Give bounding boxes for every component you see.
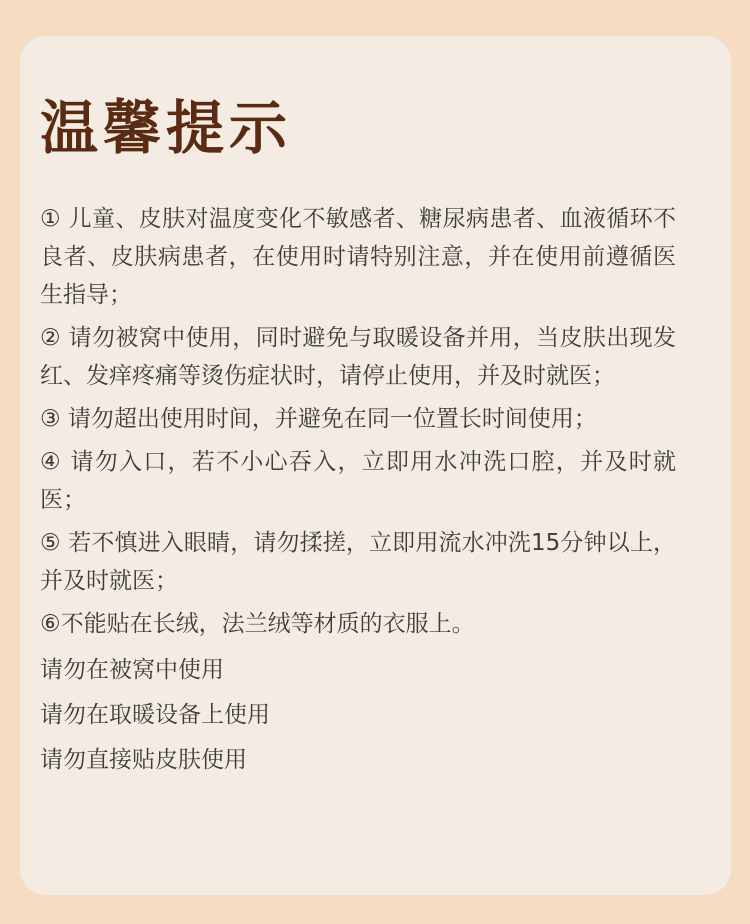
notice-content xyxy=(40,200,676,783)
tip-item-2: ② 请勿被窝中使用，同时避免与取暖设备并用，当皮肤出现发红、发痒疼痛等烫伤症状时，请停止使用，并及时就医； xyxy=(40,325,676,389)
warning-line-1: 请勿在被窝中使用 xyxy=(40,657,224,683)
tip-item-6: ⑥不能贴在长绒，法兰绒等材质的衣服上。 xyxy=(40,611,475,637)
tip-item-4: ④ 请勿入口，若不小心吞入，立即用水冲洗口腔，并及时就医； xyxy=(40,449,676,513)
warning-line-2: 请勿在取暖设备上使用 xyxy=(40,702,270,728)
tip-item-1: ① 儿童、皮肤对温度变化不敏感者、糖尿病患者、血液循环不良者、皮肤病患者，在使用时请特别注意，并在使用前遵循医生指导； xyxy=(40,206,676,308)
tip-item-3: ③ 请勿超出使用时间，并避免在同一位置长时间使用； xyxy=(40,406,597,432)
tip-item-5: ⑤ 若不慎进入眼睛，请勿揉搓，立即用流水冲洗15分钟以上，并及时就医； xyxy=(40,530,676,594)
warning-line-3: 请勿直接贴皮肤使用 xyxy=(40,747,247,773)
notice-title: 温馨提示 xyxy=(40,94,293,162)
